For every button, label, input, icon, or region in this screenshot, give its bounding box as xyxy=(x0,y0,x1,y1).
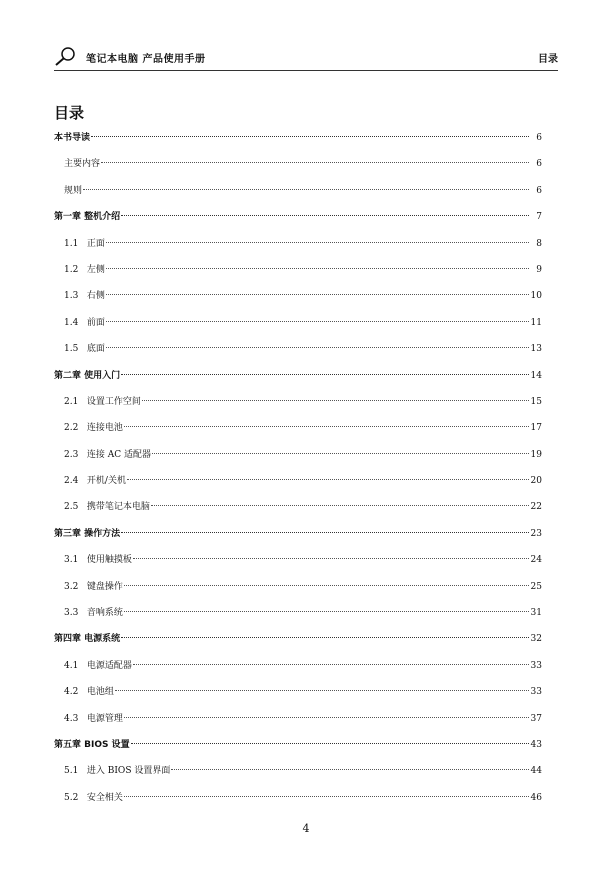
toc-entry-label: 电池组 xyxy=(86,687,114,698)
dot-leader xyxy=(151,505,529,506)
toc-entry-page: 17 xyxy=(530,423,542,434)
toc-entry-number: 4.3 xyxy=(64,713,87,724)
toc-section-entry[interactable] xyxy=(54,336,542,362)
toc-section-entry[interactable] xyxy=(54,494,542,520)
toc-section-entry[interactable] xyxy=(54,758,542,784)
toc-chapter-entry[interactable] xyxy=(54,363,542,389)
toc-entry-number: 4.2 xyxy=(64,687,87,698)
dot-leader xyxy=(152,453,529,454)
toc-chapter-entry[interactable] xyxy=(54,626,542,652)
toc-entry-page: 31 xyxy=(530,608,542,619)
toc-entry-number: 3.1 xyxy=(64,555,87,566)
toc-entry-page: 32 xyxy=(530,634,542,645)
toc-entry-number: 3.3 xyxy=(64,608,87,619)
toc-entry-label: 连接 AC 适配器 xyxy=(86,449,152,460)
dot-leader xyxy=(127,479,529,480)
toc-entry-label: 键盘操作 xyxy=(86,581,123,592)
toc-section-entry[interactable] xyxy=(54,785,542,811)
toc-entry-number: 5.2 xyxy=(64,792,87,803)
toc-entry-label: 右侧 xyxy=(86,291,105,302)
dot-leader xyxy=(133,664,529,665)
toc-entry-label: 设置工作空间 xyxy=(86,396,141,407)
toc-entry-label: 音响系统 xyxy=(86,608,123,619)
dot-leader xyxy=(124,717,529,718)
toc-entry-page: 6 xyxy=(536,133,542,143)
page-number: 4 xyxy=(302,822,310,835)
dot-leader xyxy=(106,268,529,269)
toc-section-entry[interactable] xyxy=(54,283,542,309)
toc-entry-page: 44 xyxy=(530,766,542,777)
toc-entry-page: 13 xyxy=(530,344,542,355)
toc-entry-page: 22 xyxy=(530,502,542,513)
toc-section-entry[interactable] xyxy=(54,178,542,204)
toc-section-entry[interactable] xyxy=(54,679,542,705)
toc-entry-page: 8 xyxy=(536,238,542,249)
dot-leader xyxy=(101,162,529,163)
toc-chapter-entry[interactable] xyxy=(54,521,542,547)
toc-entry-page: 20 xyxy=(530,476,542,487)
toc-entry-page: 6 xyxy=(536,185,542,196)
toc-entry-page: 23 xyxy=(530,528,542,539)
toc-entry-number: 1.3 xyxy=(64,291,87,302)
toc-entry-label: 电源适配器 xyxy=(86,660,132,671)
toc-entry-label: 连接电池 xyxy=(86,423,123,434)
toc-section-entry[interactable] xyxy=(54,653,542,679)
dot-leader xyxy=(106,347,529,348)
toc-entry-page: 6 xyxy=(536,159,542,170)
toc-section-entry[interactable] xyxy=(54,547,542,573)
toc-entry-label: 开机/关机 xyxy=(86,476,126,487)
toc-entry-page: 14 xyxy=(530,370,542,381)
toc-entry-number: 2.3 xyxy=(64,449,87,460)
toc-entry-page: 37 xyxy=(530,713,542,724)
page-header xyxy=(54,44,558,71)
toc-section-entry[interactable] xyxy=(54,231,542,257)
toc-section-entry[interactable] xyxy=(54,310,542,336)
toc-entry-number: 1.4 xyxy=(64,317,87,328)
toc-entry-page: 9 xyxy=(536,264,542,275)
toc-entry-number: 4.1 xyxy=(64,660,87,671)
toc-chapter-entry[interactable] xyxy=(54,204,542,230)
toc-entry-label: 第四章 电源系统 xyxy=(54,634,121,645)
toc-entry-number: 3.2 xyxy=(64,581,87,592)
toc-entry-number: 2.4 xyxy=(64,476,87,487)
dot-leader xyxy=(124,611,529,612)
toc-section-entry[interactable] xyxy=(54,706,542,732)
toc-entry-label: 正面 xyxy=(86,238,105,249)
toc-entry-label: 第一章 整机介绍 xyxy=(54,212,121,223)
dot-leader xyxy=(106,294,529,295)
toc-entry-page: 46 xyxy=(530,792,542,803)
dot-leader xyxy=(124,585,529,586)
toc-section-entry[interactable] xyxy=(54,257,542,283)
dot-leader xyxy=(121,374,529,375)
dot-leader xyxy=(121,637,529,638)
toc-entry-label: 使用触摸板 xyxy=(86,555,132,566)
toc-entry-page: 10 xyxy=(530,291,542,302)
dot-leader xyxy=(171,769,529,770)
toc-section-entry[interactable] xyxy=(54,151,542,177)
toc-entry-number: 2.2 xyxy=(64,423,87,434)
dot-leader xyxy=(133,558,529,559)
header-title: 笔记本电脑 产品使用手册 xyxy=(86,54,206,65)
toc-section-entry[interactable] xyxy=(54,574,542,600)
toc-entry-number: 1.1 xyxy=(64,238,87,249)
toc-section-entry[interactable] xyxy=(54,389,542,415)
dot-leader xyxy=(115,690,529,691)
toc-entry-page: 33 xyxy=(530,660,542,671)
dot-leader xyxy=(121,215,529,216)
magnifier-icon xyxy=(54,46,78,66)
toc-entry-number: 2.1 xyxy=(64,396,87,407)
toc-list xyxy=(54,125,542,811)
toc-entry-label: 第二章 使用入门 xyxy=(54,370,121,381)
dot-leader xyxy=(121,532,529,533)
dot-leader xyxy=(124,426,529,427)
dot-leader xyxy=(106,242,529,243)
toc-entry-label: 安全相关 xyxy=(86,792,123,803)
toc-entry-label: 左侧 xyxy=(86,264,105,275)
toc-entry-label: 前面 xyxy=(86,317,105,328)
toc-entry-label: 进入 BIOS 设置界面 xyxy=(86,766,171,777)
header-section-label: 目录 xyxy=(538,54,558,65)
toc-section-entry[interactable] xyxy=(54,415,542,441)
toc-entry-label: 本书导读 xyxy=(54,133,91,143)
toc-entry-number: 1.2 xyxy=(64,264,87,275)
toc-entry-label: 主要内容 xyxy=(64,159,101,170)
toc-section-entry[interactable] xyxy=(54,468,542,494)
dot-leader xyxy=(83,189,529,190)
toc-section-entry[interactable] xyxy=(54,442,542,468)
toc-entry-page: 15 xyxy=(530,396,542,407)
toc-chapter-entry[interactable] xyxy=(54,125,542,151)
toc-entry-label: 底面 xyxy=(86,344,105,355)
toc-entry-label: 携带笔记本电脑 xyxy=(86,502,150,513)
toc-heading: 目录 xyxy=(54,104,85,122)
toc-entry-page: 7 xyxy=(536,212,542,223)
toc-chapter-entry[interactable] xyxy=(54,732,542,758)
toc-entry-page: 19 xyxy=(530,449,542,460)
dot-leader xyxy=(124,796,529,797)
toc-entry-number: 1.5 xyxy=(64,344,87,355)
toc-section-entry[interactable] xyxy=(54,600,542,626)
dot-leader xyxy=(106,321,529,322)
toc-entry-page: 43 xyxy=(530,739,542,750)
toc-entry-page: 11 xyxy=(530,317,542,328)
toc-entry-page: 25 xyxy=(530,581,542,592)
toc-entry-label: 第五章 BIOS 设置 xyxy=(54,739,130,750)
toc-entry-number: 5.1 xyxy=(64,766,87,777)
dot-leader xyxy=(131,743,529,744)
toc-entry-label: 规则 xyxy=(64,185,83,196)
toc-entry-label: 电源管理 xyxy=(86,713,123,724)
dot-leader xyxy=(142,400,529,401)
toc-entry-number: 2.5 xyxy=(64,502,87,513)
toc-entry-page: 33 xyxy=(530,687,542,698)
toc-entry-label: 第三章 操作方法 xyxy=(54,528,121,539)
dot-leader xyxy=(91,136,529,137)
toc-entry-page: 24 xyxy=(530,555,542,566)
